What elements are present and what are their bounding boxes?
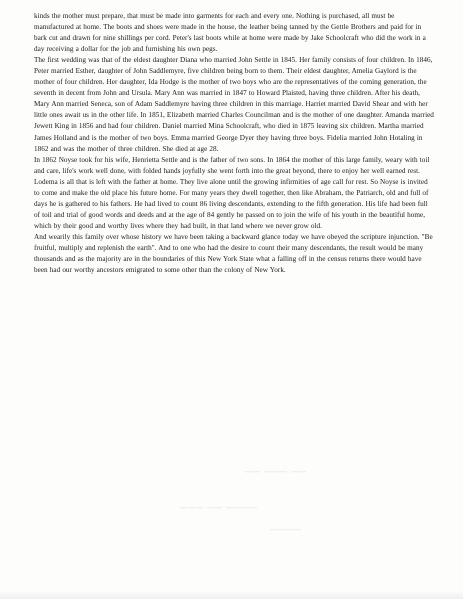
paragraph-weddings: The first wedding was that of the eldest daughter Diana who married John Settle in 1845. Her family consists of four children. In 1846, Peter married Esther, daughter of John Saddlemyre, five children being born to them. Their eldest daughter, Amelia Gaylord is the mother of four children. Her daughter, Ida Hodge is the mother of two boys who are the representatives of the coming generation, the seventh in decent from John and Ursula. Mary Ann was married in 1847 to Howard Plaisted, having three children. After his death, Mary Ann married Seneca, son of Adam Saddlemyre having three children in this marriage. Harriet married David Shear and with her little ones await us in the other life. In 1851, Elizabeth married Charles Councilman and is the mother of one daughter. Amanda married Jewett King in 1856 and had four children. Daniel married Mina Schoolcraft, who died in 1875 leaving six children. Martha married James Holland and is the mother of two boys. Emma married George Dyer they having three boys. Fidelia married John Hotaling in 1862 and was the mother of three children. She died at age 28. [34,56,434,153]
bleed-through-mark: ▁▁▁ ▁▁ ▁▁▁▁ [180,498,258,508]
paragraph-boots-and-shoes: kinds the mother must prepare, that must be made into garments for each and every one. Nothing is purchased, all must be manufactured at home. The boots and shoes were made in the house, the leather being tanned by the Gettle Brothers and paid for in bark cut and drawn for nine shillings per cord. Peter's last boots while at home were made by Jake Schoolcraft who did the work in a day receiving a dollar for the job and furnishing his own pegs. [34,12,426,54]
bleed-through-mark: ▁▁ ▁▁▁ ▁▁ [245,462,307,472]
scan-edge-shadow [0,591,463,599]
paragraph-noyse-and-father: In 1862 Noyse took for his wife, Henrietta Settle and is the father of two sons. In 1864 the mother of this large family, weary with toil and care, life's work well done, with folded hands joyfully she went forth into the great beyond, there to enjoy her well earned rest. Lodema is all that is left with the father at home. They live alone until the growing infirmities of age call for rest. So Noyse is invited to come and make the old place his future home. For many years they dwell together, then like Abraham, the Patriarch, old and full of days he is gathered to his fathers. He had lived to count 86 living descendants, extending to the fifth generation. His life had been full of toil and trial of good words and deeds and at the age of 84 gently he passed on to join the wife of his youth in the beautiful home, which by their good and worthy lives where they had built, in that land where we never grow old. [34,155,430,230]
bleed-through-mark: ▁▁▁▁ [270,520,302,530]
paragraph-descendants: And wearily this family over whose history we have been taking a backward glance today we have obeyed the scripture injunction. "Be fruitful, multiply and replenish the earth". And to one who had the desire to count their many descendants, the result would be many thousands and as the majority are in the boundaries of this New York State what a falling off in the census returns there would have been had our worthy ancestors emigrated to some other than the colony of New York. [34,232,433,275]
document-body [34,11,434,276]
